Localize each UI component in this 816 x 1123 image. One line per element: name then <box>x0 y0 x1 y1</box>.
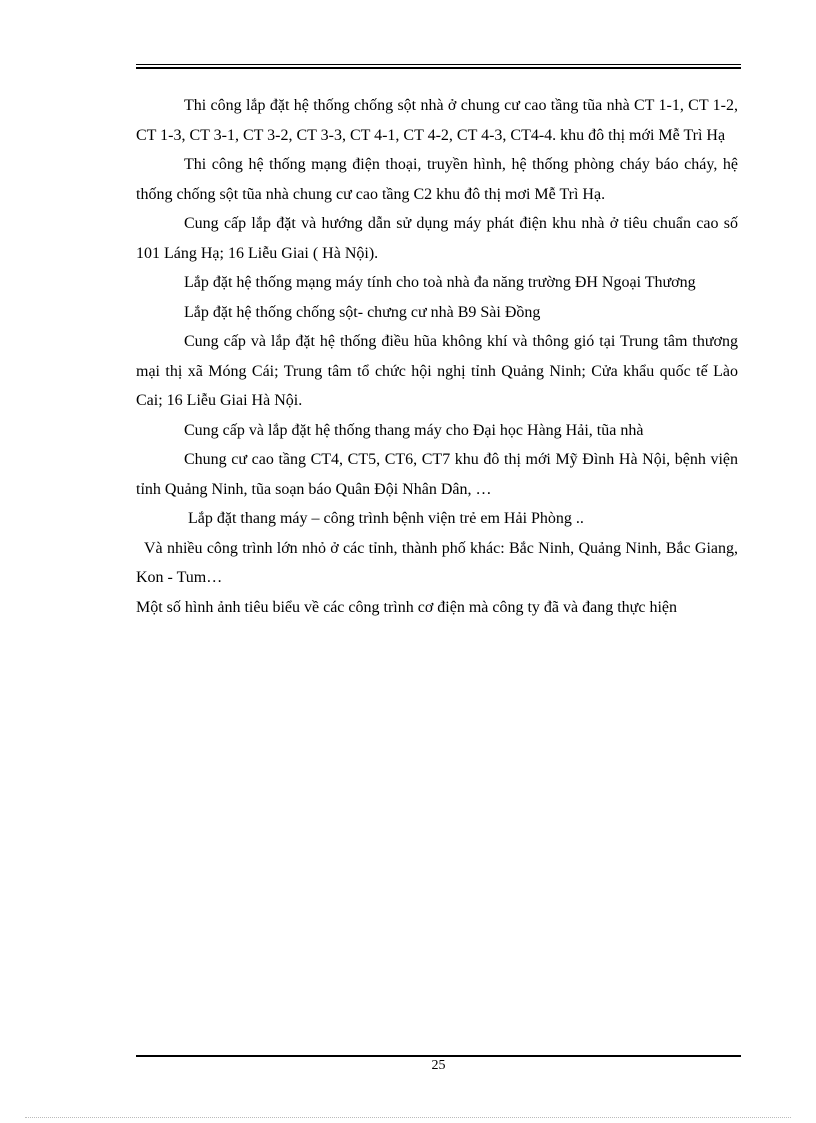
paragraph-generator-lang-ha: Cung cấp lắp đặt và hướng dẫn sử dụng máy phát điện khu nhà ở tiêu chuẩn cao số 101 Láng Hạ; 16 Liễu Giai ( Hà Nội). <box>136 215 738 262</box>
page-number: 25 <box>431 1058 446 1073</box>
footer-rule <box>136 1055 741 1057</box>
paragraph-lightning-protection-me-tri-ha: Thi công lắp đặt hệ thống chống sột nhà ở chung cư cao tầng tũa nhà CT 1-1, CT 1-2, CT 1-3, CT 3-1, CT 3-2, CT 3-3, CT 4-1, CT 4-2, CT 4-3, CT4-4. khu đô thị mới Mễ Trì Hạ <box>136 97 738 144</box>
paragraph-other-projects: Và nhiều công trình lớn nhỏ ở các tỉnh, thành phố khác: Bắc Ninh, Quảng Ninh, Bắc Giang, Kon - Tum… <box>136 539 738 586</box>
paragraph-computer-network-ngoai-thuong: Lắp đặt hệ thống mạng máy tính cho toà nhà đa năng trường ĐH Ngoại Thương <box>184 274 696 291</box>
paragraph-telecom-fire-alarm-c2: Thi công hệ thống mạng điện thoại, truyền hình, hệ thống phòng cháy báo cháy, hệ thống chống sột tũa nhà chung cư cao tầng C2 khu đô thị mơi Mễ Trì Hạ. <box>136 156 738 203</box>
paragraph-lightning-b9-sai-dong: Lắp đặt hệ thống chống sột- chưng cư nhà B9 Sài Đồng <box>184 303 541 321</box>
paragraph-photos-intro: Một số hình ảnh tiêu biểu về các công trình cơ điện mà công ty đã và đang thực hiện <box>136 598 677 616</box>
paragraph-hvac-mong-cai: Cung cấp và lắp đặt hệ thống điều hũa không khí và thông gió tại Trung tâm thương mại thị xã Móng Cái; Trung tâm tổ chức hội nghị tỉnh Quảng Ninh; Cửa khẩu quốc tế Lào Cai; 16 Liễu Giai Hà Nội. <box>136 333 738 409</box>
body-text <box>136 91 738 622</box>
paragraph-elevator-hang-hai: Cung cấp và lắp đặt hệ thống thang máy cho Đại học Hàng Hải, tũa nhà <box>184 421 644 439</box>
paragraph-elevator-hai-phong: Lắp đặt thang máy – công trình bệnh viện trẻ em Hải Phòng .. <box>188 510 584 527</box>
page-bottom-border <box>25 1117 791 1118</box>
header-double-rule <box>136 64 741 69</box>
paragraph-apartments-my-dinh: Chung cư cao tầng CT4, CT5, CT6, CT7 khu đô thị mới Mỹ Đình Hà Nội, bệnh viện tỉnh Quảng Ninh, tũa soạn báo Quân Đội Nhân Dân, … <box>136 451 738 498</box>
